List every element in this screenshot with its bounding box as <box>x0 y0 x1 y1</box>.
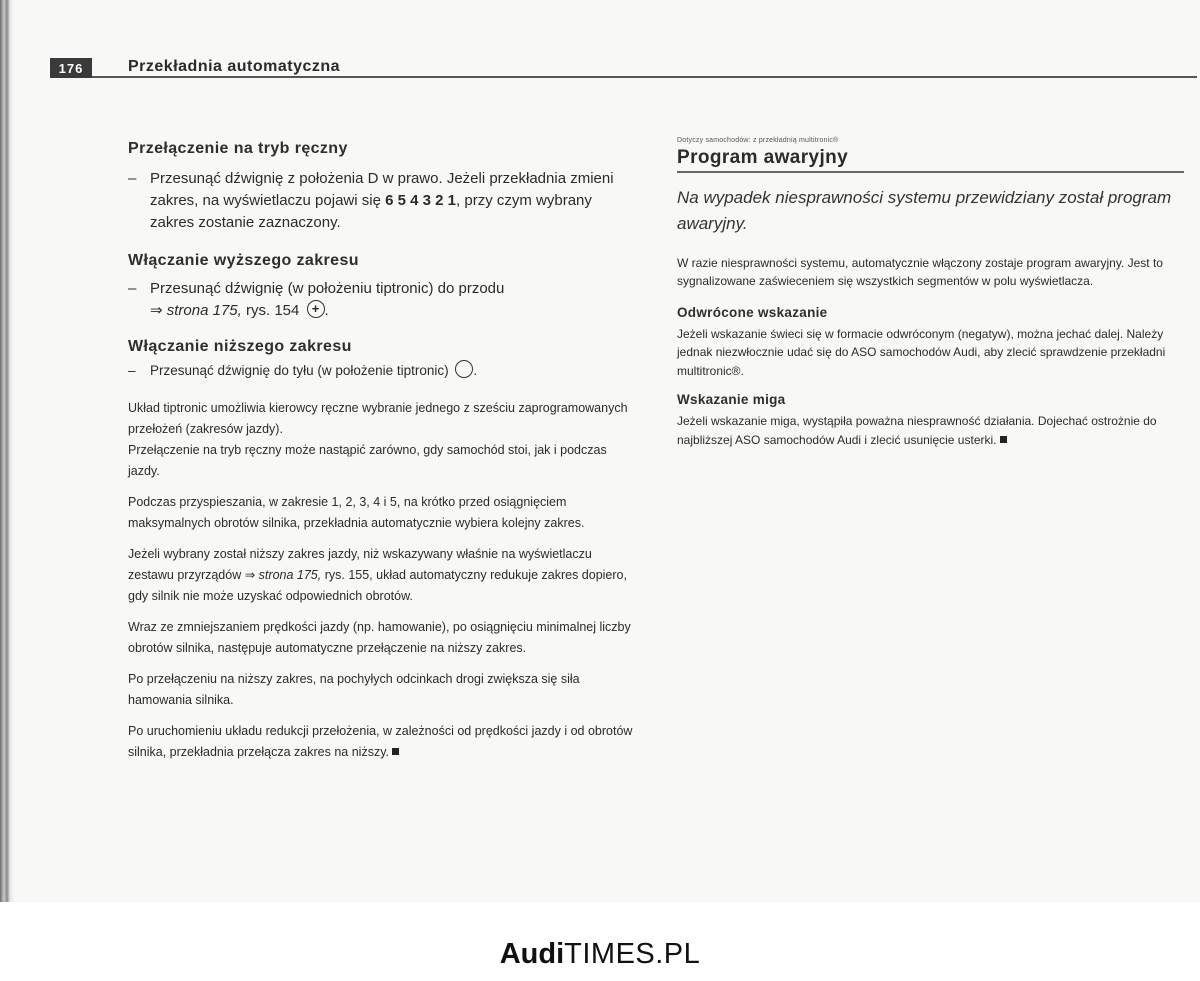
header-rule <box>92 76 1197 78</box>
paragraph: Jeżeli wskazanie świeci się w formacie odwróconym (negatyw), można jechać dalej. Należy jednak niezwłocznie udać się do ASO samochodów Audi, aby zlecić sprawdzenie przekładni multitronic®. <box>677 326 1166 378</box>
paragraph: Podczas przyspieszania, w zakresie 1, 2, 3, 4 i 5, na krótko przed osiągnięciem maksymalnych obrotów silnika, przekładnia automatycznie wybiera kolejny zakres. <box>128 495 585 530</box>
paragraph: Po przełączeniu na niższy zakres, na pochyłych odcinkach drogi zwiększa się siła hamowania silnika. <box>128 672 580 707</box>
subheading-flashing-display: Wskazanie miga <box>677 392 786 407</box>
watermark-suffix: TIMES.PL <box>564 938 701 970</box>
list-item: – Przesunąć dźwignię (w położeniu tiptronic) do przodu ⇒ strona 175, rys. 154 + . <box>128 278 640 322</box>
right-column <box>677 137 1187 449</box>
section-heading-manual-mode: Przełączenie na tryb ręczny <box>128 140 348 157</box>
subheading-inverted-display: Odwrócone wskazanie <box>677 304 828 320</box>
site-watermark <box>0 938 1200 971</box>
paragraph: W razie niesprawności systemu, automatycznie włączony zostaje program awaryjny. Jest to sygnalizowane zaświeceniem się wszystkich segmentów w polu wyświetlacza. <box>677 255 1163 288</box>
figure-reference: rys. 154 <box>245 302 300 319</box>
paragraph: Po uruchomieniu układu redukcji przełożenia, w zależności od prędkości jazdy i od obrotów silnika, przekładnia przełącza zakres na niższy. <box>128 724 633 759</box>
lead-text: Na wypadek niesprawności systemu przewidziany został program awaryjny. <box>677 187 1172 233</box>
end-of-section-icon <box>392 748 399 755</box>
section-heading-downshift: Włączanie niższego zakresu <box>128 338 352 355</box>
ref-arrow: ⇒ <box>150 302 163 319</box>
page-number: 176 <box>50 58 92 78</box>
left-column <box>128 140 640 763</box>
page-reference: strona 175, <box>166 302 242 319</box>
item-text: Przesunąć dźwignię (w położeniu tiptronic) do przodu <box>150 280 505 297</box>
watermark-brand: Audi <box>499 938 565 970</box>
page-binding <box>0 0 14 902</box>
minus-circle-icon <box>455 360 473 378</box>
paragraph: Układ tiptronic umożliwia kierowcy ręczne wybranie jednego z sześciu zaprogramowanych przełożeń (zakresów jazdy). Przełączenie na tryb ręczny może nastąpić zarówno, gdy samochód stoi, jak i podczas jazdy. <box>128 401 628 478</box>
title-rule <box>677 171 1184 173</box>
paragraph: Jeżeli wskazanie miga, wystąpiła poważna niesprawność działania. Dojechać ostrożnie do najbliższej ASO samochodów Audi i zlecić usunięcie usterki. <box>677 414 1157 447</box>
plus-circle-icon <box>307 300 325 318</box>
item-text: Przesunąć dźwignię do tyłu (w położenie tiptronic) <box>150 363 449 378</box>
gear-range: 6 5 4 3 2 1 <box>385 192 457 209</box>
list-item <box>128 168 640 234</box>
item-text: Przesunąć dźwignię z położenia D w prawo. Jeżeli przekładnia zmieni zakres, na wyświetlaczu pojawi się <box>150 170 614 209</box>
running-title: Przekładnia automatyczna <box>128 58 341 75</box>
section-title: Program awaryjny <box>677 147 849 168</box>
applies-to-note: Dotyczy samochodów: z przekładnią multitronic® <box>677 137 839 144</box>
dash: – <box>128 170 137 187</box>
section-heading-upshift: Włączanie wyższego zakresu <box>128 252 359 269</box>
paragraph: Wraz ze zmniejszaniem prędkości jazdy (np. hamowanie), po osiągnięciu minimalnej liczby obrotów silnika, następuje automatyczne przełączenie na niższy zakres. <box>128 620 631 655</box>
paragraph: Jeżeli wybrany został niższy zakres jazdy, niż wskazywany właśnie na wyświetlaczu zestawu przyrządów ⇒ strona 175, rys. 155, układ automatyczny redukuje zakres dopiero, gdy silnik nie może uzyskać odpowiednich obrotów. <box>128 547 627 603</box>
end-of-section-icon <box>1000 436 1007 443</box>
dash: – <box>128 363 136 378</box>
dash: – <box>128 280 137 297</box>
list-item: – Przesunąć dźwignię do tyłu (w położenie tiptronic) . <box>128 360 640 382</box>
item-tail: , przy czym wybrany zakres zostanie zaznaczony. <box>150 192 592 231</box>
page-reference: ⇒ strona 175, <box>244 568 322 582</box>
